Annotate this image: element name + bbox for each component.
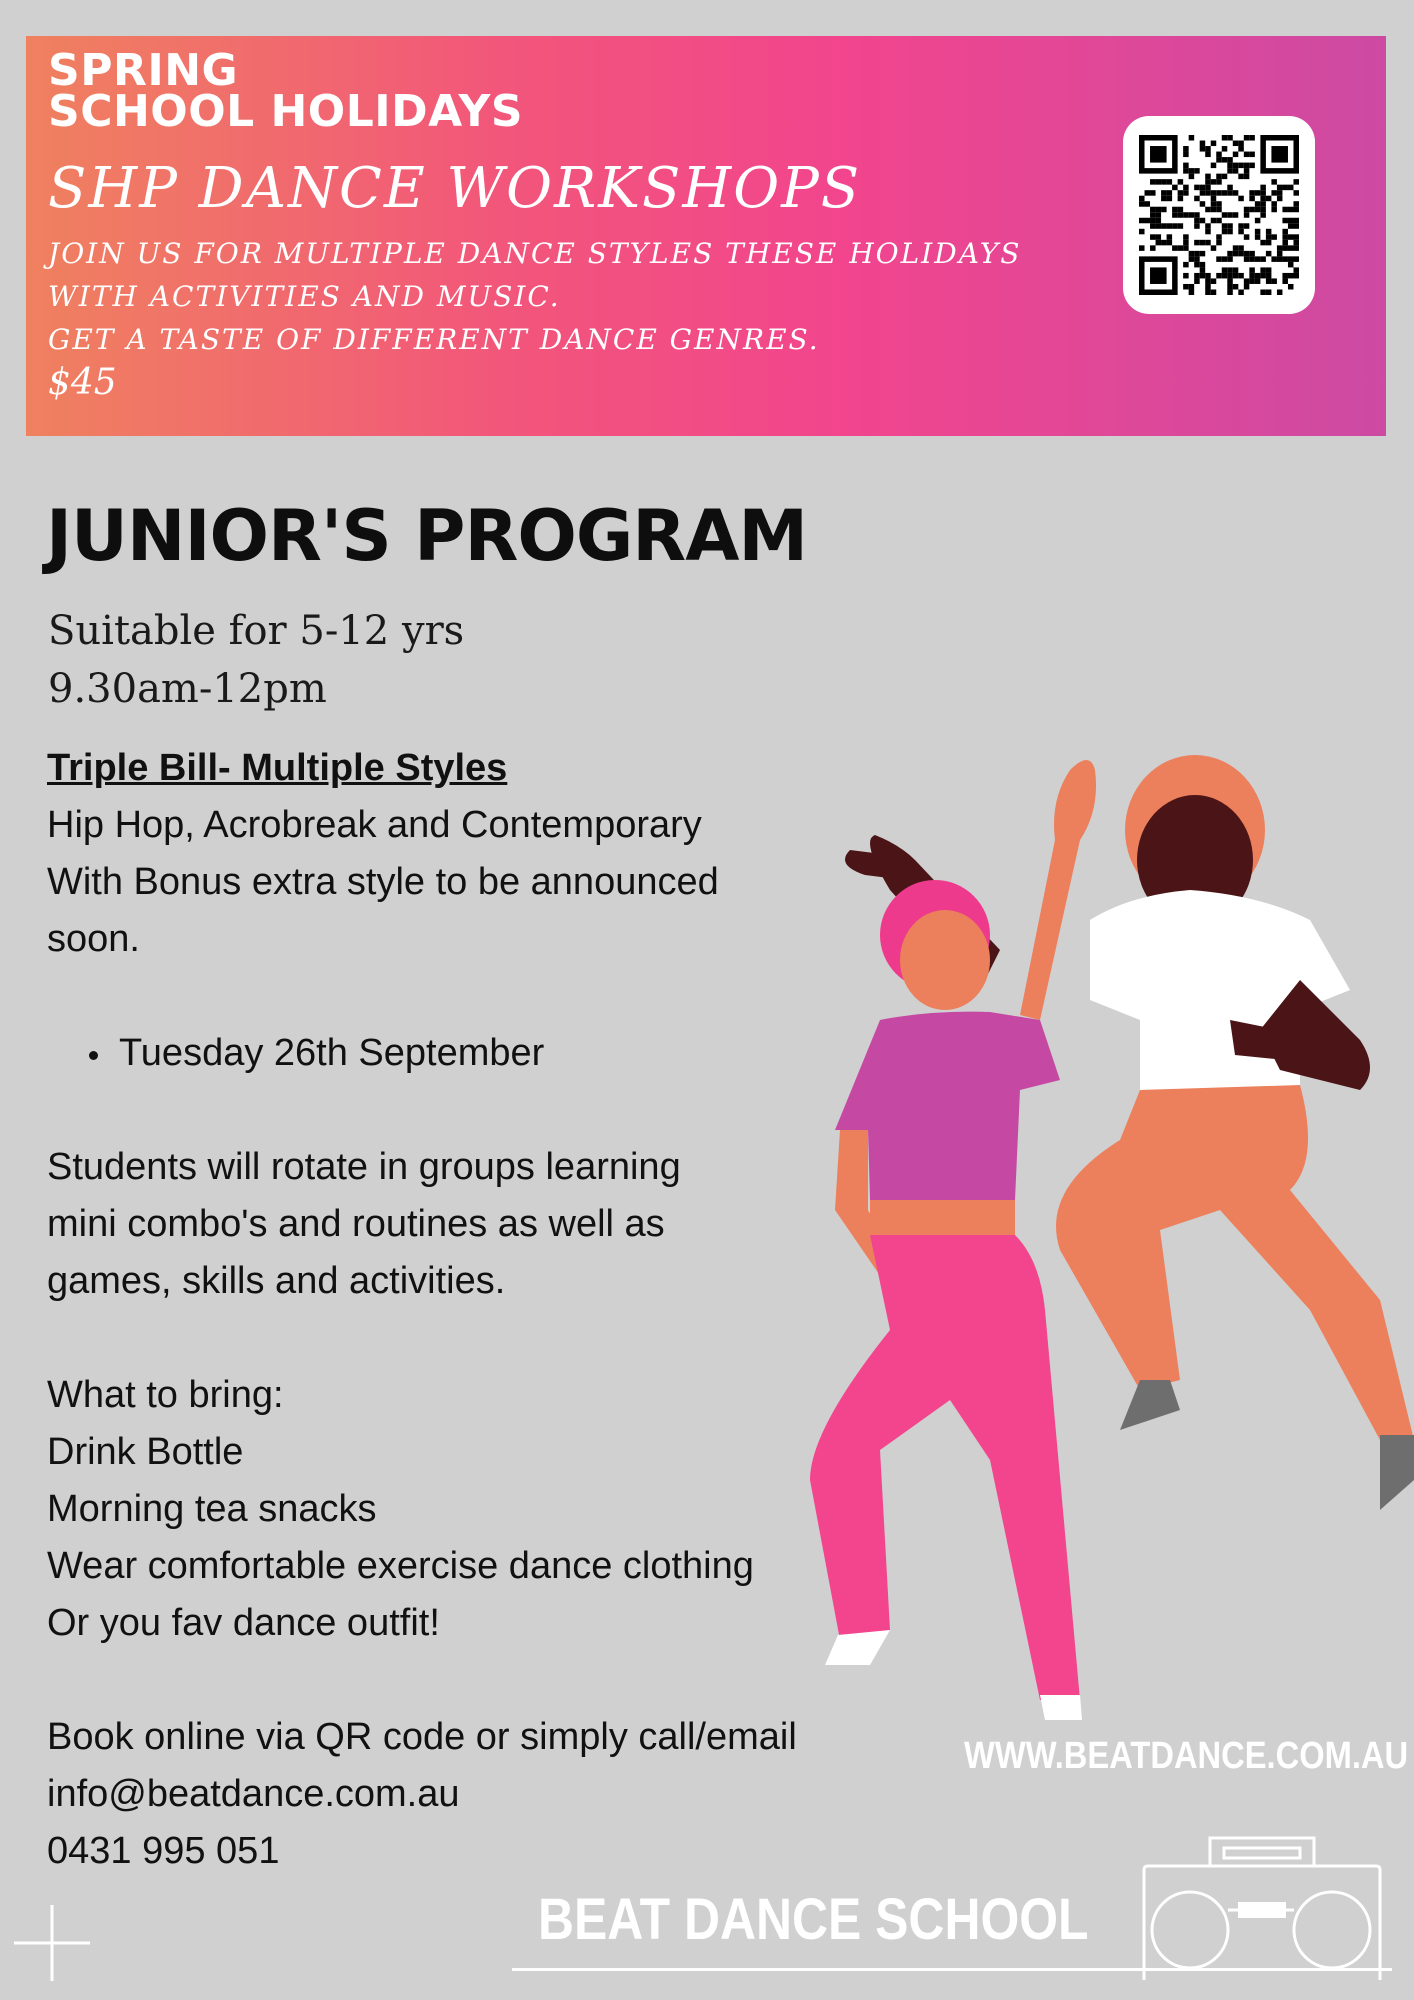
qr-code-icon[interactable] xyxy=(1123,116,1315,314)
time-range: 9.30am-12pm xyxy=(48,666,327,712)
bring-item: Morning tea snacks xyxy=(47,1488,377,1530)
bring-item: Wear comfortable exercise dance clothing xyxy=(47,1545,754,1587)
boombox-icon xyxy=(1140,1830,1385,1980)
date-list-item: Tuesday 26th September xyxy=(47,1025,877,1082)
page-title: JUNIOR'S PROGRAM xyxy=(46,495,808,577)
program-info xyxy=(48,602,464,718)
website-link[interactable]: WWW.BEATDANCE.COM.AU xyxy=(964,1735,1409,1777)
workshops-title: SHP DANCE WORKSHOPS xyxy=(48,156,862,221)
rotation-line: Students will rotate in groups learning xyxy=(47,1146,681,1188)
booking-line: Book online via QR code or simply call/email xyxy=(47,1716,797,1758)
rotation-line: games, skills and activities. xyxy=(47,1260,506,1302)
bonus-line: soon. xyxy=(47,918,140,960)
banner-description: JOIN US FOR MULTIPLE DANCE STYLES THESE HOLIDAYS WITH ACTIVITIES AND MUSIC. GET A TASTE OF DIFFERENT DANCE GENRES. xyxy=(48,237,1022,356)
dancers-illustration xyxy=(740,690,1414,1720)
styles-list: Hip Hop, Acrobreak and Contemporary xyxy=(47,804,702,846)
bonus-line: With Bonus extra style to be announced xyxy=(47,861,719,903)
email-link[interactable]: info@beatdance.com.au xyxy=(47,1773,460,1815)
bring-heading: What to bring: xyxy=(47,1374,284,1416)
bring-item: Drink Bottle xyxy=(47,1431,244,1473)
school-name: BEAT DANCE SCHOOL xyxy=(538,1887,1089,1952)
age-range: Suitable for 5-12 yrs xyxy=(48,608,465,654)
price: $45 xyxy=(48,362,117,403)
phone-number[interactable]: 0431 995 051 xyxy=(47,1830,280,1872)
styles-heading: Triple Bill- Multiple Styles xyxy=(47,747,508,789)
rotation-line: mini combo's and routines as well as xyxy=(47,1203,665,1245)
plus-icon xyxy=(14,1905,90,1981)
banner-season-title: SPRING SCHOOL HOLIDAYS xyxy=(48,45,524,137)
bring-item: Or you fav dance outfit! xyxy=(47,1602,440,1644)
header-banner xyxy=(26,36,1386,436)
